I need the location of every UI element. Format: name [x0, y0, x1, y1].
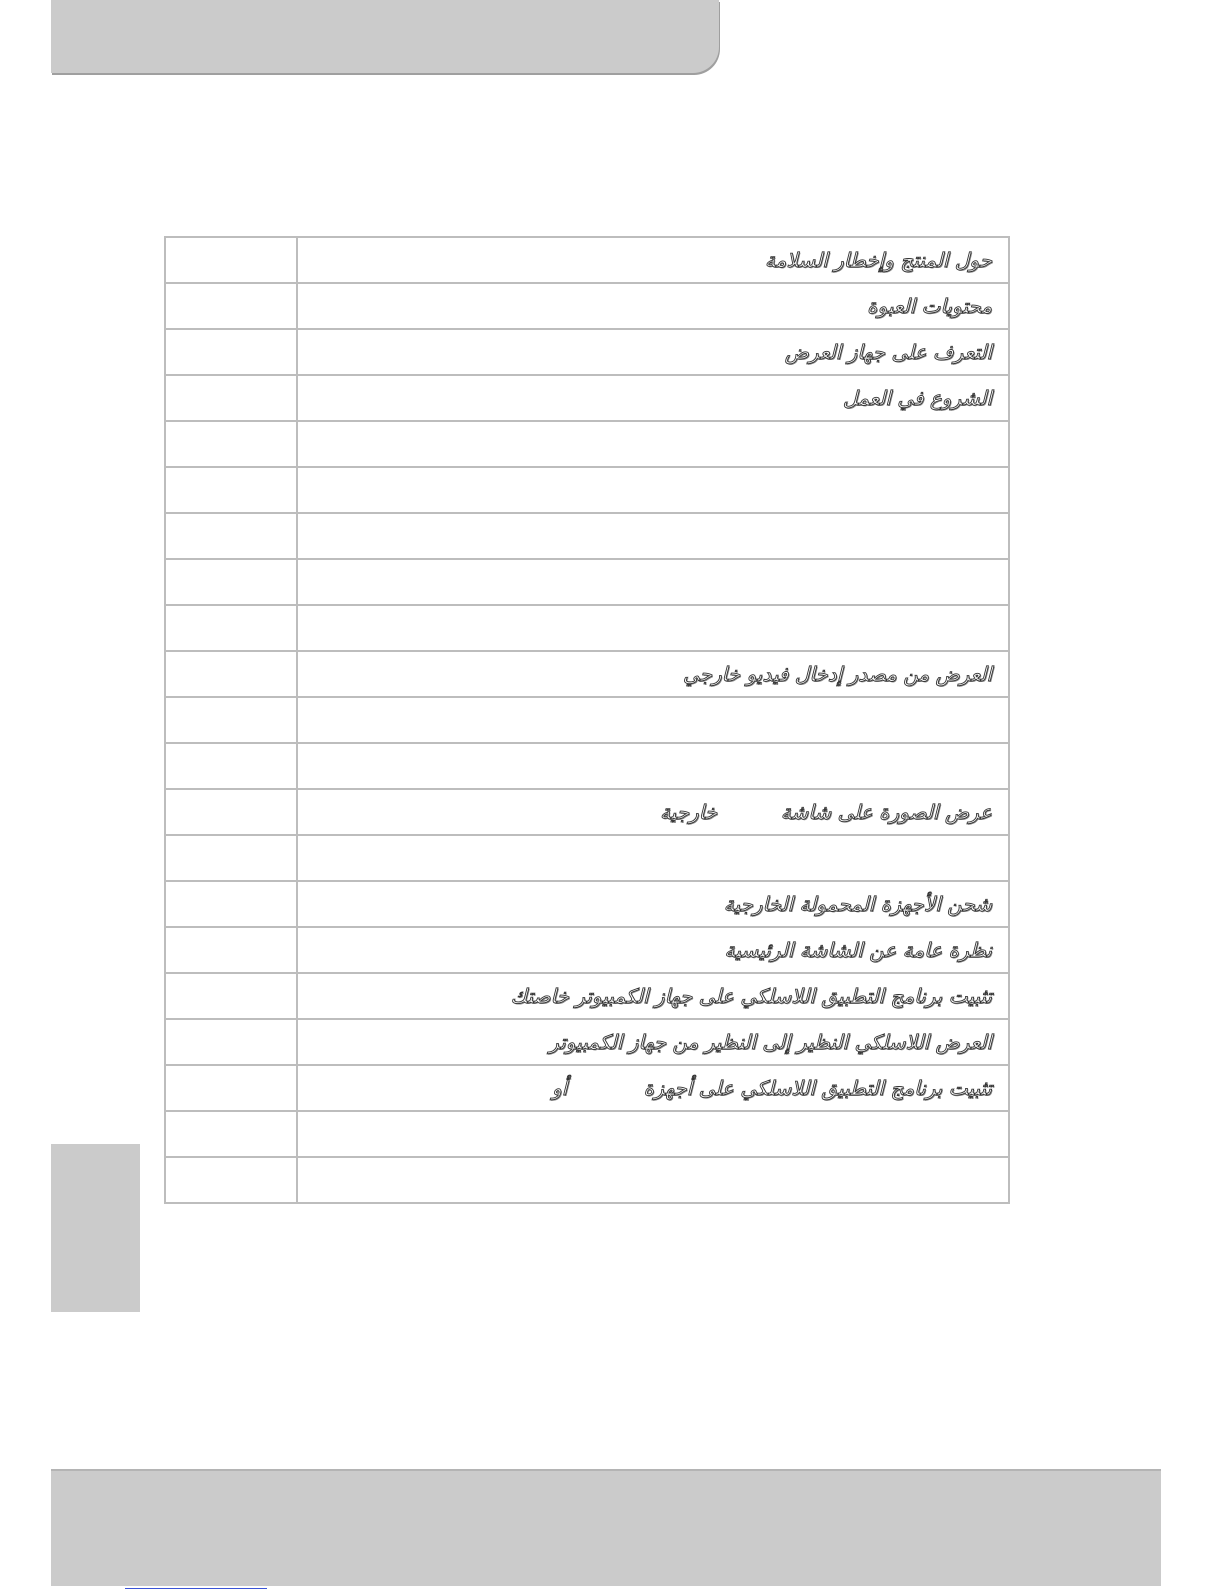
toc-row	[165, 467, 1009, 513]
toc-row	[165, 283, 1009, 329]
toc-page-number	[165, 973, 297, 1019]
toc-body	[165, 237, 1009, 1203]
toc-row	[165, 513, 1009, 559]
toc-page-number	[165, 329, 297, 375]
toc-entry-title: العرض من مصدر إدخال فيديو خارجي	[297, 651, 1009, 697]
toc-entry-title	[297, 697, 1009, 743]
toc-page-number	[165, 283, 297, 329]
toc-row	[165, 1065, 1009, 1111]
toc-page-number	[165, 651, 297, 697]
toc-row	[165, 237, 1009, 283]
toc-entry-title: العرض اللاسلكي النظير إلى النظير من جهاز الكمبيوتر	[297, 1019, 1009, 1065]
table-of-contents	[164, 236, 1010, 1204]
toc-entry-title: محتويات العبوة	[297, 283, 1009, 329]
toc-entry-title	[297, 513, 1009, 559]
toc-page-number	[165, 789, 297, 835]
toc-page-number	[165, 375, 297, 421]
toc-entry-title	[297, 743, 1009, 789]
toc-entry-title: الشروع في العمل	[297, 375, 1009, 421]
toc-entry-title: تثبيت برنامج التطبيق اللاسلكي على جهاز الكمبيوتر خاصتك	[297, 973, 1009, 1019]
toc-entry-title	[297, 559, 1009, 605]
toc-page-number	[165, 835, 297, 881]
toc-entry-title	[297, 1157, 1009, 1203]
toc-entry-title: عرض الصورة على شاشة خارجية	[297, 789, 1009, 835]
toc-entry-title: التعرف على جهاز العرض	[297, 329, 1009, 375]
toc-row	[165, 421, 1009, 467]
toc-entry-title: نظرة عامة عن الشاشة الرئيسية	[297, 927, 1009, 973]
toc-entry-title: حول المنتج وإخطار السلامة	[297, 237, 1009, 283]
toc-row	[165, 697, 1009, 743]
toc-row	[165, 559, 1009, 605]
footer-band	[51, 1469, 1161, 1586]
toc-row	[165, 605, 1009, 651]
toc-entry-title: تثبيت برنامج التطبيق اللاسلكي على أجهزة أو	[297, 1065, 1009, 1111]
toc-page-number	[165, 467, 297, 513]
toc-entry-title	[297, 605, 1009, 651]
toc-page-number	[165, 1157, 297, 1203]
toc-page-number	[165, 513, 297, 559]
toc-row	[165, 375, 1009, 421]
toc-page-number	[165, 421, 297, 467]
header-band	[51, 0, 719, 73]
toc-row	[165, 881, 1009, 927]
toc-page-number	[165, 1065, 297, 1111]
toc-row	[165, 1157, 1009, 1203]
toc-page-number	[165, 605, 297, 651]
toc-row	[165, 789, 1009, 835]
toc-row	[165, 651, 1009, 697]
toc-entry-title	[297, 1111, 1009, 1157]
toc-page-number	[165, 237, 297, 283]
toc-entry-title: شحن الأجهزة المحمولة الخارجية	[297, 881, 1009, 927]
toc-row	[165, 927, 1009, 973]
toc-row	[165, 1111, 1009, 1157]
toc-row	[165, 973, 1009, 1019]
toc-page-number	[165, 1019, 297, 1065]
toc-row	[165, 1019, 1009, 1065]
toc-entry-title	[297, 835, 1009, 881]
toc-page-number	[165, 743, 297, 789]
toc-row	[165, 329, 1009, 375]
toc-page-number	[165, 927, 297, 973]
side-tab	[51, 1144, 140, 1312]
toc-row	[165, 835, 1009, 881]
toc-entry-title	[297, 467, 1009, 513]
toc-row	[165, 743, 1009, 789]
toc-page-number	[165, 559, 297, 605]
toc-entry-title	[297, 421, 1009, 467]
toc-page-number	[165, 697, 297, 743]
toc-page-number	[165, 881, 297, 927]
toc-page-number	[165, 1111, 297, 1157]
